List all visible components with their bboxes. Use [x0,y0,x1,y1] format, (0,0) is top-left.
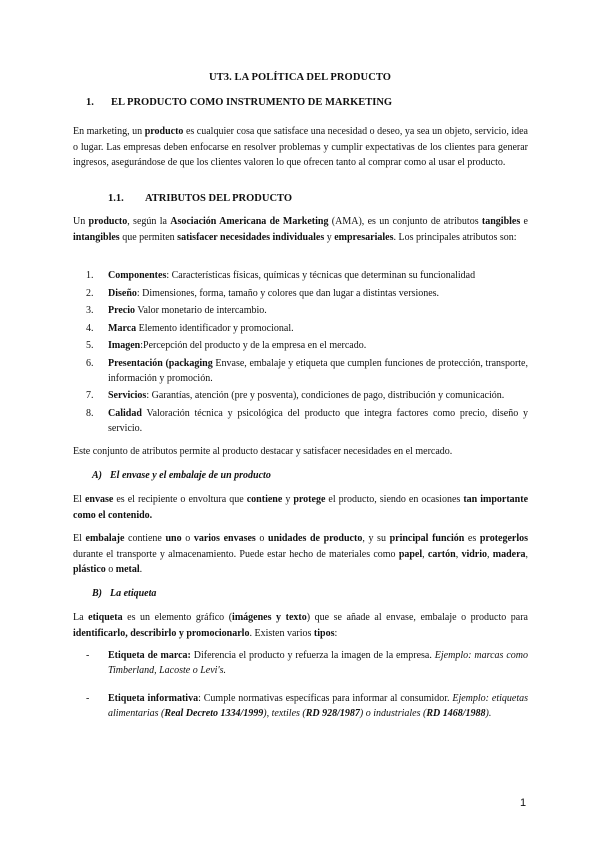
section-1-1-heading [108,193,292,204]
section-1-1-number: 1.1. [108,193,124,204]
embalaje-run: protegerlos [479,533,529,544]
attribute-description: :Percepción del producto y de la empresa en el mercado. [140,340,367,351]
envase-run: el producto, siendo en ocasiones [325,494,464,505]
attribute-description: : Dimensiones, forma, tamaño y colores que dan lugar a distintas versiones. [136,287,440,299]
envase-run: El [73,494,85,505]
label-type-run: ), textiles ( [263,708,306,719]
subsection-a-letter: A) [92,470,102,481]
etiqueta-run: es un elemento gráfico ( [122,612,233,623]
attribute-item [86,406,528,436]
embalaje-run: embalaje [85,533,125,544]
embalaje-run: o [105,564,116,575]
attribute-item [86,286,528,301]
attribute-item [86,268,528,283]
section-1-text-a: En marketing, un [73,126,145,137]
attribute-term: Calidad [108,407,142,419]
document-title: UT3. LA POLÍTICA DEL PRODUCTO [208,72,392,83]
label-type-run: Etiqueta informativa [108,693,199,704]
embalaje-run: contiene [124,533,166,544]
embalaje-run: . [139,564,143,575]
attribute-number: 2. [86,287,94,299]
attributes-intro-paragraph [73,214,528,245]
attribute-term: Marca [108,322,137,334]
section-1-text-c: es cualquier cosa que satisface una necesidad o deseo, ya sea un objeto, servicio, idea o lugar. Las empresas deben enfocarse en resolver problemas y cumplir expectativas de los clientes para generar ingresos, asegurándose de que los clientes valoren lo que ofrecen tanto al comprar como al usar el producto. [73,126,528,168]
attribute-description: Valoración técnica y psicológica del producto que integra factores como precio, diseño y servicio. [108,407,528,434]
page-number: 1 [520,797,527,809]
intro-run: y [324,231,335,243]
intro-run: producto [88,216,128,227]
attribute-number: 8. [86,407,94,419]
intro-run: (AMA), es un conjunto de atributos [328,216,482,227]
attribute-term: Presentación (packaging [108,357,213,369]
intro-run: , según la [127,216,171,227]
etiqueta-run: . Existen varios [249,627,314,639]
attribute-description: : Garantías, atención (pre y posventa), condiciones de pago, distribución y comunicación. [146,390,505,401]
attribute-number: 1. [86,270,94,281]
envase-run: protege [293,494,326,505]
envase-paragraph [73,492,528,523]
attribute-item [86,356,528,386]
etiqueta-paragraph [73,610,528,641]
label-type-run: RD 1468/1988 [426,708,486,719]
attribute-term: Diseño [108,287,137,299]
intro-run: tangibles [481,216,521,227]
embalaje-run: , [422,548,428,560]
envase-run: tan importante como el contenido. [73,494,529,521]
embalaje-run: , [525,548,529,560]
label-type-run: ) o industriales ( [359,708,427,719]
attributes-list [86,268,528,438]
attribute-item [86,321,528,336]
label-type-run: RD 928/1987 [305,708,360,719]
section-1-1-title: ATRIBUTOS DEL PRODUCTO [145,193,293,204]
subsection-a-title: El envase y el embalaje de un producto [110,470,271,481]
embalaje-run: papel [398,548,423,560]
subsection-a-heading [92,470,271,481]
embalaje-run: o [255,533,269,544]
subsection-b-title: La etiqueta [110,588,157,599]
embalaje-run: es [464,533,480,544]
envase-run: y [282,494,294,505]
section-1-text-b: producto [144,126,184,137]
label-type-run: Ejemplo: etiquetas alimentarias ( [108,693,528,719]
embalaje-run: metal [115,564,140,575]
section-1-title: EL PRODUCTO COMO INSTRUMENTO DE MARKETING [111,97,393,108]
attribute-item [86,338,528,353]
attribute-term: Servicios [108,390,147,401]
section-1-paragraph [73,124,528,171]
etiqueta-run: ) que se añade al envase, embalaje o producto para [306,612,528,623]
embalaje-run: uno [165,533,182,544]
intro-run: . Los principales atributos son: [393,231,517,243]
intro-run: Asociación Americana de Marketing [170,216,329,227]
embalaje-run: o [181,533,194,544]
embalaje-run: vidrio [461,548,487,560]
embalaje-run: , y su [362,533,390,544]
embalaje-run: varios envases [193,533,256,544]
label-type-run: Diferencia el producto y refuerza la imagen de la empresa. [190,650,435,661]
bullet-dash: - [86,650,90,661]
attribute-number: 4. [86,322,94,334]
label-type-run: Ejemplo: marcas como Timberland, Lacoste o Levi's. [108,650,529,676]
subsection-b-letter: B) [92,588,102,599]
embalaje-run: , [487,548,493,560]
label-type-item [86,691,528,721]
intro-run: Un [73,216,89,227]
envase-run: envase [84,494,114,505]
etiqueta-run: etiqueta [88,612,123,623]
embalaje-run: unidades de producto [268,533,363,544]
label-types-list [86,648,528,721]
etiqueta-run: identificarlo, describirlo y promocionarlo [73,627,250,639]
attribute-description: Envase, embalaje y etiqueta que cumplen funciones de protección, transporte, información y promoción. [108,357,528,384]
label-type-run: ). [485,708,492,719]
intro-run: intangibles [73,231,120,243]
attribute-description: Valor monetario de intercambio. [135,305,267,316]
etiqueta-run: : [334,627,338,639]
section-1-heading [86,97,392,108]
intro-run: satisfacer necesidades individuales [177,231,325,243]
label-type-run: Etiqueta de marca: [108,650,191,661]
intro-run: que permiten [119,231,178,243]
embalaje-run: durante el transporte y almacenamiento. Puede estar hecho de materiales como [73,548,399,560]
intro-run: e [520,216,528,227]
embalaje-run: madera [492,548,526,560]
label-type-item [86,648,528,678]
attribute-number: 6. [86,357,94,369]
attribute-term: Imagen [108,340,141,351]
attribute-item [86,388,528,403]
bullet-dash: - [86,693,90,704]
etiqueta-run: imágenes y texto [232,612,307,623]
attribute-description: Elemento identificador y promocional. [136,322,294,334]
etiqueta-run: tipos [313,627,335,639]
attribute-number: 7. [86,390,94,401]
label-type-run: : Cumple normativas específicas para informar al consumidor. [198,693,453,704]
intro-run: empresariales [334,231,394,243]
subsection-b-heading [92,588,156,599]
attribute-description: : Características físicas, químicas y técnicas que determinan su funcionalidad [166,270,476,281]
attribute-term: Componentes [108,270,167,281]
envase-run: contiene [246,494,283,505]
embalaje-run: , [455,548,462,560]
section-1-number: 1. [86,97,94,108]
embalaje-run: El [73,533,86,544]
attributes-closing-paragraph: Este conjunto de atributos permite al producto destacar y satisfacer necesidades en el mercado. [73,446,453,457]
attribute-term: Precio [108,305,136,316]
attribute-number: 5. [86,340,94,351]
label-type-run: Real Decreto 1334/1999 [164,708,264,719]
attribute-item [86,303,528,318]
attribute-number: 3. [86,305,94,316]
embalaje-run: plástico [73,564,106,575]
embalaje-run: principal función [389,533,465,544]
etiqueta-run: La [73,612,89,623]
embalaje-paragraph [73,531,528,578]
envase-run: es el recipiente o envoltura que [113,494,247,505]
embalaje-run: cartón [427,548,456,560]
